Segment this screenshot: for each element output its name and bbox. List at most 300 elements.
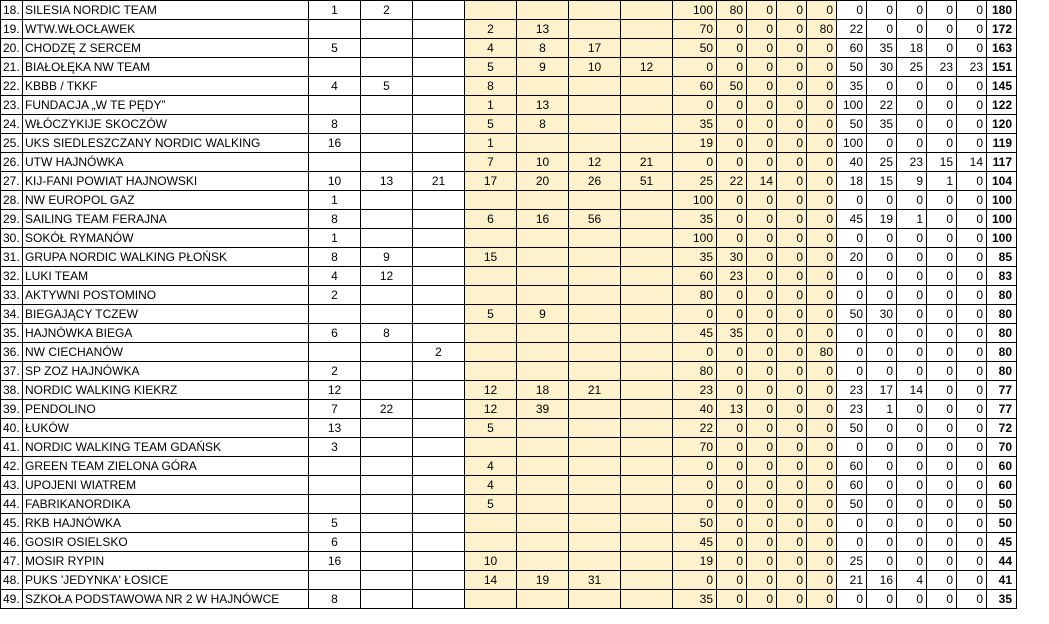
race-place-cell [361,381,413,400]
points-cell: 0 [807,362,837,381]
race-place-cell: 12 [621,58,673,77]
points-cell: 0 [957,229,987,248]
table-row [1,552,1049,571]
total-cell: 104 [987,172,1017,191]
points-cell: 0 [927,590,957,609]
race-place-cell: 2 [361,1,413,20]
points-cell: 0 [747,229,777,248]
points-cell: 0 [927,495,957,514]
points-cell: 0 [837,286,867,305]
points-cell: 0 [807,324,837,343]
total-cell: 77 [987,400,1017,419]
points-cell: 18 [897,39,927,58]
table-row [1,248,1049,267]
race-place-cell [517,457,569,476]
points-cell: 0 [867,552,897,571]
points-cell: 0 [837,533,867,552]
points-cell: 0 [897,96,927,115]
points-cell: 0 [807,457,837,476]
points-cell: 0 [897,77,927,96]
points-cell: 0 [673,457,717,476]
total-cell: 41 [987,571,1017,590]
points-cell: 45 [837,210,867,229]
race-place-cell [517,343,569,362]
points-cell: 0 [777,58,807,77]
table-row [1,96,1049,115]
team-name-cell: KIJ-FANI POWIAT HAJNOWSKI [23,172,309,191]
race-place-cell [361,305,413,324]
points-cell: 0 [927,381,957,400]
rank-cell: 21. [1,58,23,77]
race-place-cell [361,571,413,590]
race-place-cell [517,324,569,343]
points-cell: 0 [777,305,807,324]
points-cell: 0 [717,381,747,400]
race-place-cell [361,153,413,172]
race-place-cell [621,343,673,362]
race-place-cell: 4 [465,39,517,58]
points-cell: 0 [777,552,807,571]
race-place-cell [413,362,465,381]
points-cell: 20 [837,248,867,267]
race-place-cell: 6 [465,210,517,229]
points-cell: 22 [867,96,897,115]
points-cell: 0 [777,210,807,229]
points-cell: 15 [927,153,957,172]
race-place-cell [413,419,465,438]
points-cell: 0 [777,229,807,248]
points-cell: 25 [837,552,867,571]
team-name-cell: FUNDACJA „W TE PĘDY” [23,96,309,115]
race-place-cell: 26 [569,172,621,191]
race-place-cell: 8 [361,324,413,343]
points-cell: 0 [927,533,957,552]
points-cell: 0 [717,571,747,590]
points-cell: 0 [957,362,987,381]
points-cell: 25 [867,153,897,172]
race-place-cell [361,533,413,552]
race-place-cell: 6 [309,324,361,343]
total-cell: 80 [987,305,1017,324]
points-cell: 0 [747,476,777,495]
race-place-cell [569,248,621,267]
race-place-cell [361,552,413,571]
points-cell: 0 [897,400,927,419]
points-cell: 0 [747,96,777,115]
points-cell: 0 [927,457,957,476]
points-cell: 0 [777,457,807,476]
race-place-cell: 8 [309,248,361,267]
points-cell: 1 [867,400,897,419]
total-cell: 50 [987,495,1017,514]
points-cell: 0 [867,457,897,476]
rank-cell: 22. [1,77,23,96]
race-place-cell [569,476,621,495]
race-place-cell [569,96,621,115]
points-cell: 0 [957,552,987,571]
race-place-cell [517,362,569,381]
race-place-cell [361,286,413,305]
team-name-cell: NW EUROPOL GAZ [23,191,309,210]
points-cell: 0 [837,191,867,210]
race-place-cell [621,191,673,210]
race-place-cell: 8 [465,77,517,96]
race-place-cell [569,419,621,438]
total-cell: 44 [987,552,1017,571]
total-cell: 60 [987,476,1017,495]
table-row [1,419,1049,438]
points-cell: 0 [957,495,987,514]
points-cell: 0 [777,381,807,400]
race-place-cell: 7 [465,153,517,172]
points-cell: 0 [897,134,927,153]
points-cell: 0 [747,1,777,20]
race-place-cell [413,305,465,324]
points-cell: 0 [927,20,957,39]
points-cell: 0 [807,438,837,457]
race-place-cell [517,476,569,495]
points-cell: 0 [777,134,807,153]
race-place-cell: 7 [309,400,361,419]
race-place-cell: 5 [309,514,361,533]
rank-cell: 44. [1,495,23,514]
race-place-cell: 2 [465,20,517,39]
points-cell: 0 [867,419,897,438]
points-cell: 0 [747,58,777,77]
points-cell: 0 [927,191,957,210]
race-place-cell [361,457,413,476]
rank-cell: 28. [1,191,23,210]
points-cell: 0 [957,305,987,324]
race-place-cell [517,590,569,609]
table-row [1,20,1049,39]
race-place-cell [517,419,569,438]
points-cell: 0 [867,362,897,381]
points-cell: 0 [807,400,837,419]
points-cell: 14 [747,172,777,191]
table-row [1,39,1049,58]
race-place-cell [361,438,413,457]
points-cell: 0 [717,552,747,571]
points-cell: 70 [673,20,717,39]
race-place-cell: 21 [621,153,673,172]
points-cell: 0 [747,134,777,153]
team-name-cell: LUKI TEAM [23,267,309,286]
points-cell: 35 [673,590,717,609]
race-place-cell [413,210,465,229]
points-cell: 0 [927,438,957,457]
race-place-cell: 9 [361,248,413,267]
race-place-cell [569,115,621,134]
table-row [1,381,1049,400]
points-cell: 23 [927,58,957,77]
points-cell: 17 [867,381,897,400]
table-row [1,305,1049,324]
race-place-cell [465,343,517,362]
total-cell: 120 [987,115,1017,134]
race-place-cell [517,533,569,552]
points-cell: 0 [807,39,837,58]
points-cell: 0 [957,590,987,609]
rank-cell: 39. [1,400,23,419]
race-place-cell [569,229,621,248]
points-cell: 0 [777,39,807,58]
points-cell: 30 [717,248,747,267]
race-place-cell [621,552,673,571]
team-name-cell: NORDIC WALKING TEAM GDAŃSK [23,438,309,457]
points-cell: 0 [717,438,747,457]
race-place-cell [621,419,673,438]
points-cell: 4 [897,571,927,590]
points-cell: 0 [747,362,777,381]
race-place-cell: 9 [517,305,569,324]
points-cell: 0 [747,210,777,229]
race-place-cell [517,134,569,153]
points-cell: 0 [717,495,747,514]
race-place-cell [569,77,621,96]
points-cell: 0 [717,96,747,115]
race-place-cell: 13 [361,172,413,191]
race-place-cell [361,419,413,438]
table-row [1,343,1049,362]
points-cell: 0 [807,115,837,134]
team-name-cell: NW CIECHANÓW [23,343,309,362]
points-cell: 35 [673,210,717,229]
points-cell: 0 [777,590,807,609]
points-cell: 0 [867,1,897,20]
total-cell: 60 [987,457,1017,476]
points-cell: 0 [957,20,987,39]
race-place-cell [569,343,621,362]
points-cell: 0 [747,115,777,134]
team-name-cell: NORDIC WALKING KIEKRZ [23,381,309,400]
points-cell: 35 [673,115,717,134]
rank-cell: 41. [1,438,23,457]
race-place-cell: 17 [569,39,621,58]
points-cell: 0 [957,191,987,210]
rank-cell: 27. [1,172,23,191]
points-cell: 0 [897,191,927,210]
points-cell: 0 [927,343,957,362]
table-row [1,77,1049,96]
table-row [1,115,1049,134]
points-cell: 0 [927,229,957,248]
points-cell: 0 [957,1,987,20]
points-cell: 0 [867,134,897,153]
points-cell: 0 [807,134,837,153]
points-cell: 14 [897,381,927,400]
points-cell: 0 [777,286,807,305]
points-cell: 0 [957,172,987,191]
points-cell: 0 [747,514,777,533]
points-cell: 0 [777,77,807,96]
table-row [1,495,1049,514]
race-place-cell: 10 [465,552,517,571]
points-cell: 80 [673,286,717,305]
table-row [1,267,1049,286]
race-place-cell [361,362,413,381]
table-row [1,590,1049,609]
race-place-cell [621,362,673,381]
points-cell: 60 [837,39,867,58]
total-cell: 50 [987,514,1017,533]
race-place-cell: 10 [517,153,569,172]
race-place-cell [569,362,621,381]
points-cell: 80 [717,1,747,20]
points-cell: 0 [807,286,837,305]
points-cell: 0 [867,267,897,286]
race-place-cell [465,533,517,552]
race-place-cell [309,96,361,115]
race-place-cell: 2 [413,343,465,362]
points-cell: 0 [807,533,837,552]
points-cell: 0 [807,229,837,248]
points-cell: 0 [867,286,897,305]
points-cell: 0 [957,210,987,229]
table-row [1,229,1049,248]
rank-cell: 18. [1,1,23,20]
race-place-cell: 1 [309,191,361,210]
points-cell: 40 [837,153,867,172]
points-cell: 0 [927,286,957,305]
points-cell: 0 [897,552,927,571]
total-cell: 119 [987,134,1017,153]
race-place-cell [361,39,413,58]
rank-cell: 43. [1,476,23,495]
points-cell: 50 [837,58,867,77]
rank-cell: 23. [1,96,23,115]
points-cell: 45 [673,533,717,552]
team-name-cell: UTW HAJNÓWKA [23,153,309,172]
points-cell: 1 [897,210,927,229]
points-cell: 50 [837,305,867,324]
race-place-cell: 14 [465,571,517,590]
race-place-cell [413,457,465,476]
race-place-cell: 16 [309,552,361,571]
points-cell: 0 [957,419,987,438]
points-cell: 0 [867,438,897,457]
race-place-cell [621,134,673,153]
points-cell: 0 [867,248,897,267]
race-place-cell: 8 [309,115,361,134]
race-place-cell [569,134,621,153]
race-place-cell [569,400,621,419]
points-cell: 0 [807,552,837,571]
team-name-cell: WŁÓCZYKIJE SKOCZÓW [23,115,309,134]
points-cell: 0 [747,343,777,362]
race-place-cell [517,495,569,514]
points-cell: 50 [837,495,867,514]
race-place-cell [569,533,621,552]
race-place-cell: 4 [465,476,517,495]
total-cell: 122 [987,96,1017,115]
team-name-cell: RKB HAJNÓWKA [23,514,309,533]
points-cell: 0 [777,438,807,457]
points-cell: 0 [807,153,837,172]
race-place-cell [621,96,673,115]
points-cell: 0 [807,305,837,324]
race-place-cell [361,20,413,39]
points-cell: 0 [867,324,897,343]
race-place-cell [465,438,517,457]
points-cell: 0 [777,115,807,134]
race-place-cell [309,476,361,495]
points-cell: 0 [717,514,747,533]
race-place-cell [413,191,465,210]
rank-cell: 19. [1,20,23,39]
points-cell: 50 [673,514,717,533]
race-place-cell [621,476,673,495]
rank-cell: 49. [1,590,23,609]
race-place-cell: 8 [309,210,361,229]
race-place-cell: 3 [309,438,361,457]
points-cell: 0 [957,457,987,476]
table-row [1,476,1049,495]
race-place-cell [361,343,413,362]
points-cell: 0 [927,476,957,495]
points-cell: 0 [747,286,777,305]
race-place-cell: 5 [465,419,517,438]
race-place-cell [413,571,465,590]
points-cell: 0 [897,286,927,305]
rank-cell: 20. [1,39,23,58]
points-cell: 0 [747,590,777,609]
race-place-cell [413,495,465,514]
race-place-cell [621,495,673,514]
points-cell: 0 [747,191,777,210]
race-place-cell: 4 [309,77,361,96]
total-cell: 180 [987,1,1017,20]
race-place-cell [569,286,621,305]
race-place-cell [413,476,465,495]
points-cell: 0 [897,495,927,514]
total-cell: 151 [987,58,1017,77]
race-place-cell: 1 [465,96,517,115]
race-place-cell [413,229,465,248]
race-place-cell: 4 [465,457,517,476]
race-place-cell [361,495,413,514]
race-place-cell: 10 [309,172,361,191]
race-place-cell [465,362,517,381]
points-cell: 0 [957,476,987,495]
points-cell: 0 [807,172,837,191]
points-cell: 0 [747,267,777,286]
race-place-cell: 22 [361,400,413,419]
points-cell: 0 [897,267,927,286]
team-name-cell: SOKÓŁ RYMANÓW [23,229,309,248]
points-cell: 15 [867,172,897,191]
team-name-cell: SAILING TEAM FERAJNA [23,210,309,229]
race-place-cell [465,286,517,305]
table-row [1,172,1049,191]
race-place-cell: 6 [309,533,361,552]
points-cell: 0 [927,571,957,590]
table-row [1,58,1049,77]
points-cell: 0 [897,115,927,134]
points-cell: 0 [747,324,777,343]
total-cell: 100 [987,210,1017,229]
points-cell: 0 [747,305,777,324]
points-cell: 0 [807,58,837,77]
total-cell: 145 [987,77,1017,96]
race-place-cell: 1 [465,134,517,153]
points-cell: 0 [717,362,747,381]
points-cell: 0 [673,305,717,324]
rank-cell: 46. [1,533,23,552]
race-place-cell [621,115,673,134]
points-cell: 16 [867,571,897,590]
race-place-cell [413,514,465,533]
